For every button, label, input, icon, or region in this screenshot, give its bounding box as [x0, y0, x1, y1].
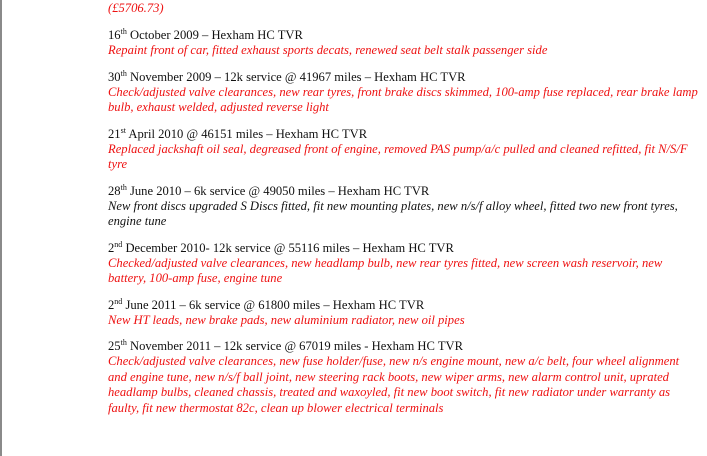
entry-day: 16 — [108, 28, 121, 42]
entry-work-description: Replaced jackshaft oil seal, degreased front of engine, removed PAS pump/a/c pulled and cleaned refitted, fit N/S/F tyre — [108, 141, 688, 171]
service-entry — [108, 339, 698, 416]
entry-header-text: June 2011 – 6k service @ 61800 miles – Hexham HC TVR — [122, 297, 425, 312]
service-entry — [108, 70, 698, 116]
entry-header-text: April 2010 @ 46151 miles – Hexham HC TVR — [125, 126, 368, 141]
entry-day: 21 — [108, 126, 121, 141]
entry-day: 2 — [108, 297, 115, 312]
entry-work-description: Check/adjusted valve clearances, new fuse holder/fuse, new n/s engine mount, new a/c belt, four wheel alignment and engine tune, new n/s/f ball joint, new steering rack boots, new wiper arms, new alarm control unit, uprated headlamp bulbs, cleaned chassis, treated and waxoyled, fit new boot switch, fit new radiator under warranty as faulty, fit new thermostat 82c, clean up blower electrical terminals — [108, 354, 680, 415]
entry-header — [108, 70, 698, 85]
entry-day-suffix: st — [120, 125, 126, 135]
entry-header — [108, 241, 698, 256]
service-entry — [108, 298, 698, 329]
entry-day-suffix: th — [120, 338, 127, 347]
entry-work-description: New front discs upgraded S Discs fitted, fit new mounting plates, new n/s/f alloy wheel, fitted two new front tyres, engine tune — [108, 198, 678, 228]
entry-day: 30 — [108, 69, 121, 84]
entry-header-text: June 2010 – 6k service @ 49050 miles – Hexham HC TVR — [126, 183, 430, 198]
entry-work-description: Repaint front of car, fitted exhaust sports decats, renewed seat belt stalk passenger side — [108, 43, 548, 57]
entry-work-description: Checked/adjusted valve clearances, new headlamp bulb, new rear tyres fitted, new screen wash reservoir, new battery, 100-amp fuse, engine tune — [108, 255, 663, 285]
entry-work-description: Check/adjusted valve clearances, new rear tyres, front brake discs skimmed, 100-amp fuse replaced, rear brake lamp bulb, exhaust welded, adjusted reverse light — [108, 84, 698, 114]
service-history-document — [108, 0, 698, 427]
entry-header-text: November 2011 – 12k service @ 67019 miles - Hexham HC TVR — [126, 339, 464, 353]
entry-header — [108, 28, 698, 43]
entry-day: 28 — [108, 183, 121, 198]
entry-header — [108, 127, 698, 142]
entry-day-suffix: th — [120, 27, 127, 36]
service-entry — [108, 28, 698, 59]
entry-work-description: New HT leads, new brake pads, new aluminium radiator, new oil pipes — [108, 312, 465, 327]
entry-header — [108, 339, 698, 354]
entry-header-text: December 2010- 12k service @ 55116 miles – Hexham HC TVR — [122, 240, 454, 255]
intro-line-2: (£5706.73) — [108, 0, 164, 15]
entry-day-suffix: th — [120, 68, 127, 78]
entry-day-suffix: th — [120, 182, 127, 192]
entry-header-text: November 2009 – 12k service @ 41967 miles – Hexham HC TVR — [126, 69, 466, 84]
entry-header — [108, 184, 698, 199]
service-entry — [108, 241, 698, 287]
entry-day-suffix: nd — [114, 239, 123, 249]
entry-header — [108, 298, 698, 313]
entry-day-suffix: nd — [114, 296, 123, 306]
entry-day: 25 — [108, 339, 121, 353]
page-left-edge — [0, 0, 2, 456]
service-entry — [108, 184, 698, 230]
entry-header-text: October 2009 – Hexham HC TVR — [126, 28, 303, 42]
entry-day: 2 — [108, 240, 115, 255]
service-entry — [108, 127, 698, 173]
intro-entry — [108, 0, 698, 16]
